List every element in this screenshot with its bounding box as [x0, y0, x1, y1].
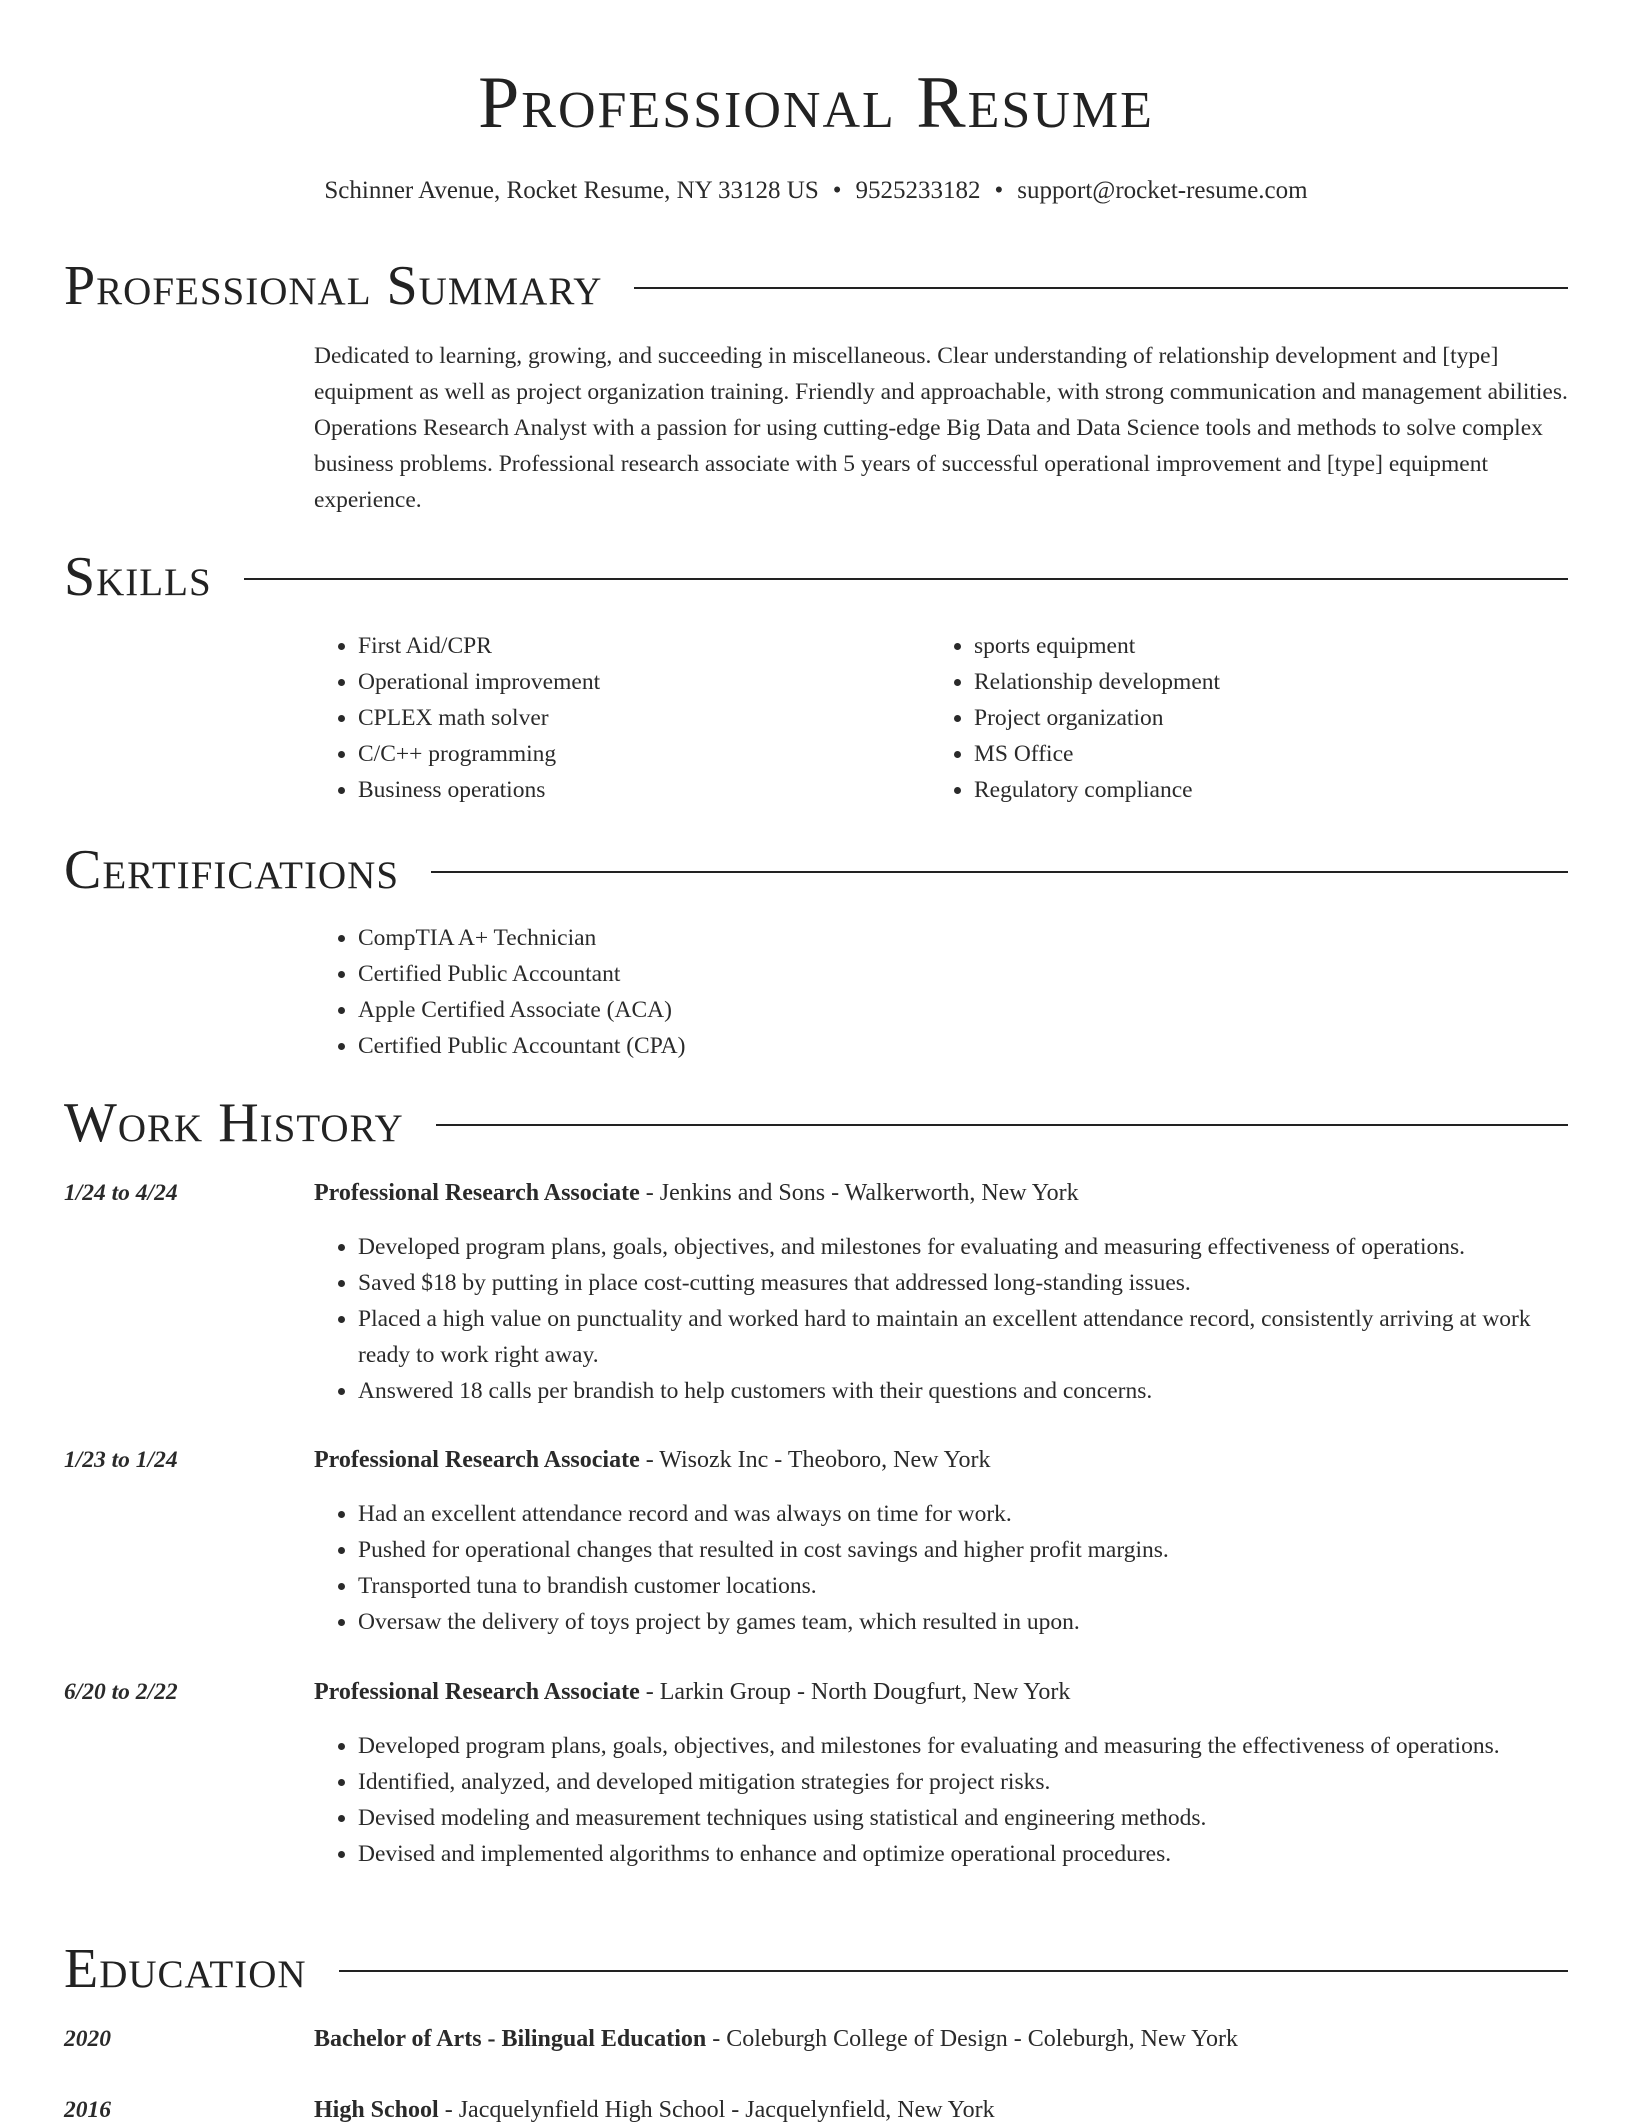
job-bullet: • Developed program plans, goals, objectives, and milestones for evaluating and measuring the effectiveness of operations. — [358, 1728, 1568, 1764]
certification-item: • Certified Public Accountant (CPA) — [358, 1028, 1568, 1064]
job-bullets — [314, 1229, 1568, 1409]
job-title: Professional Research Associate — [314, 1679, 640, 1705]
job-bullet: • Had an excellent attendance record and was always on time for work. — [358, 1496, 1568, 1532]
skill-item: • C/C++ programming — [358, 736, 874, 772]
skill-item: • Relationship development — [974, 664, 1490, 700]
job-bullet: • Developed program plans, goals, objectives, and milestones for evaluating and measuring effectiveness of operations. — [358, 1229, 1568, 1265]
job-bullets — [314, 1728, 1568, 1872]
degree-title: High School — [314, 2097, 439, 2123]
email-text: support@rocket-resume.com — [1017, 177, 1308, 204]
job-heading — [314, 1674, 1568, 1710]
job-bullets — [314, 1496, 1568, 1640]
job-bullet: • Devised and implemented algorithms to enhance and optimize operational procedures. — [358, 1836, 1568, 1872]
skills-heading: Skills — [64, 546, 212, 608]
job-bullet: • Identified, analyzed, and developed mitigation strategies for project risks. — [358, 1764, 1568, 1800]
summary-text: Dedicated to learning, growing, and succeeding in miscellaneous. Clear understanding of relationship development and [type] equipment as well as project organization training. Friendly and approachable, with strong communication and management abilities. Operations Research Analyst with a passion for using cutting-edge Big Data and Data Science tools and methods to solve complex business problems. Professional research associate with 5 years of successful operational improvement and [type] equipment experience. — [314, 343, 1568, 513]
school-details: - Jacquelynfield High School - Jacquelynfield, New York — [438, 2097, 995, 2123]
skill-item: • CPLEX math solver — [358, 700, 874, 736]
job-heading — [314, 1442, 1568, 1478]
job-employer: - Larkin Group - North Dougfurt, New York — [639, 1679, 1071, 1705]
education-year: 2020 — [64, 2026, 111, 2052]
job-bullet: • Saved $18 by putting in place cost-cutting measures that addressed long-standing issues. — [358, 1265, 1568, 1301]
job-bullet: • Oversaw the delivery of toys project by games team, which resulted in upon. — [358, 1604, 1568, 1640]
section-divider — [244, 578, 1568, 580]
job-title: Professional Research Associate — [314, 1180, 640, 1206]
school-details: - Coleburgh College of Design - Coleburgh, New York — [706, 2026, 1239, 2052]
work-history-heading: Work History — [64, 1092, 404, 1154]
phone-text: 9525233182 — [855, 177, 981, 204]
certifications-list — [314, 920, 1568, 1064]
education-section-header — [64, 1937, 1568, 2001]
job-employer: - Jenkins and Sons - Walkerworth, New York — [639, 1180, 1079, 1206]
education-heading: Education — [64, 1938, 307, 2000]
job-bullet: • Devised modeling and measurement techniques using statistical and engineering methods. — [358, 1800, 1568, 1836]
skill-item: • MS Office — [974, 736, 1490, 772]
degree-title: Bachelor of Arts - Bilingual Education — [314, 2026, 707, 2052]
skill-item: • First Aid/CPR — [358, 628, 874, 664]
job-dates: 1/24 to 4/24 — [64, 1180, 178, 1206]
address-text: Schinner Avenue, Rocket Resume, NY 33128 US — [324, 177, 819, 204]
skill-item: • Operational improvement — [358, 664, 874, 700]
skills-section-header — [64, 545, 1568, 609]
certification-item: • Apple Certified Associate (ACA) — [358, 992, 1568, 1028]
summary-section-header — [64, 254, 1568, 318]
education-year: 2016 — [64, 2097, 111, 2123]
job-title: Professional Research Associate — [314, 1447, 640, 1473]
skill-item: • Regulatory compliance — [974, 772, 1490, 808]
section-divider — [339, 1970, 1568, 1972]
job-bullet: • Placed a high value on punctuality and worked hard to maintain an excellent attendance record, consistently arriving at work ready to work right away. — [358, 1301, 1568, 1373]
summary-heading: Professional Summary — [64, 255, 603, 317]
section-divider — [634, 287, 1568, 289]
job-employer: - Wisozk Inc - Theoboro, New York — [639, 1447, 991, 1473]
certification-item: • CompTIA A+ Technician — [358, 920, 1568, 956]
separator-dot: • — [994, 177, 1004, 204]
job-bullet: • Answered 18 calls per brandish to help customers with their questions and concerns. — [358, 1373, 1568, 1409]
certifications-section-header — [64, 838, 1568, 902]
work-history-section-header — [64, 1091, 1568, 1155]
education-entry — [314, 2021, 1568, 2057]
contact-line — [0, 175, 1632, 207]
certification-item: • Certified Public Accountant — [358, 956, 1568, 992]
skill-item: • sports equipment — [974, 628, 1490, 664]
skill-item: • Business operations — [358, 772, 874, 808]
separator-dot: • — [832, 177, 842, 204]
skill-item: • Project organization — [974, 700, 1490, 736]
page-title: Professional Resume — [478, 62, 1154, 144]
certifications-heading: Certifications — [64, 839, 400, 901]
job-bullet: • Transported tuna to brandish customer locations. — [358, 1568, 1568, 1604]
education-entry — [314, 2092, 1568, 2128]
job-heading — [314, 1175, 1568, 1211]
job-bullet: • Pushed for operational changes that resulted in cost savings and higher profit margins. — [358, 1532, 1568, 1568]
section-divider — [436, 1124, 1568, 1126]
job-dates: 6/20 to 2/22 — [64, 1679, 178, 1705]
job-dates: 1/23 to 1/24 — [64, 1447, 178, 1473]
skills-list-right — [930, 628, 1490, 808]
section-divider — [431, 871, 1568, 873]
skills-list-left — [314, 628, 874, 808]
